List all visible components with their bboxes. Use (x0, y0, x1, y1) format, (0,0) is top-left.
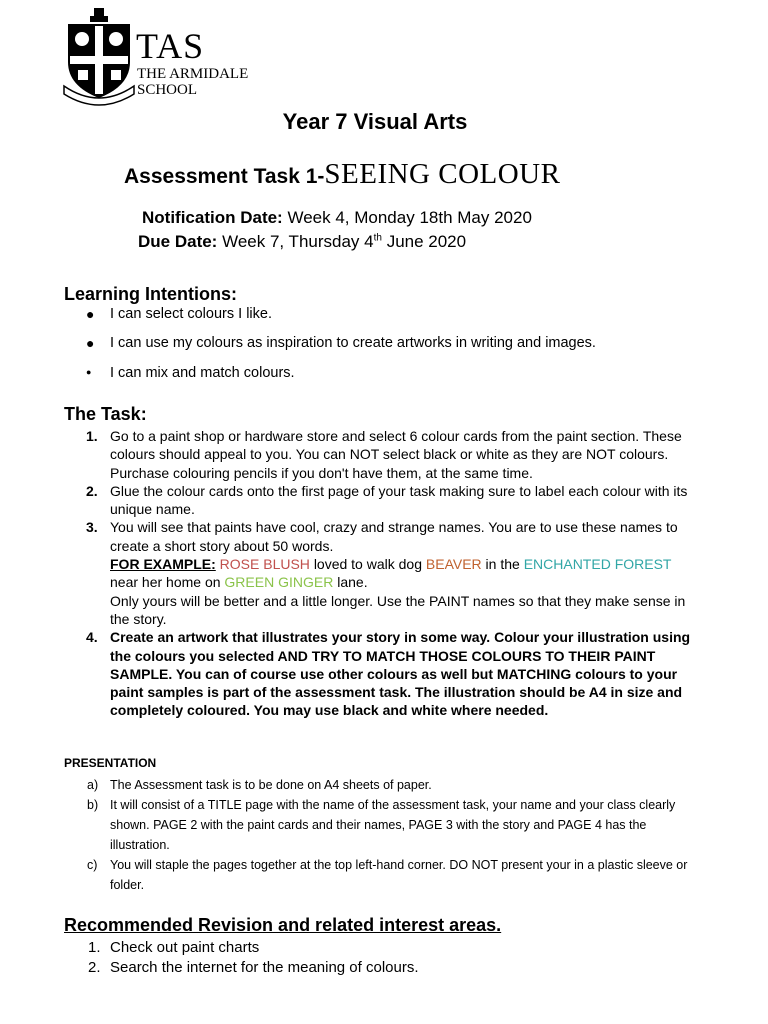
task-number: 4. (86, 629, 98, 646)
example-text: near her home on (110, 574, 221, 591)
task-item (86, 427, 700, 482)
presentation-letter: a) (87, 778, 99, 792)
task-item (86, 518, 700, 628)
bullet-icon: ● (86, 335, 95, 351)
revision-text: Check out paint charts (110, 939, 260, 956)
example-text: lane. (337, 574, 368, 591)
task-heading: The Task: (64, 404, 147, 424)
learning-item: I can use my colours as inspiration to create artworks in writing and images. (110, 335, 596, 351)
task-list (86, 427, 700, 720)
presentation-letter: c) (87, 858, 98, 872)
revision-heading: Recommended Revision and related interest areas. (64, 915, 502, 935)
learning-item: I can mix and match colours. (110, 365, 295, 381)
task-text: Go to a paint shop or hardware store and select 6 colour cards from the paint section. These colours should appeal to you. You can NOT select black or white as they are NOT colours. Purchase colouring pencils if you don't have them, at the same time. (110, 428, 682, 481)
task-text: Create an artwork that illustrates your story in some way. Colour your illustration using the colours you selected AND TRY TO MATCH THOSE COLOURS TO THEIR PAINT SAMPLE. You can of course use other colours as well but MATCHING colours to your paint samples is part of the assessment task. The illustration should be A4 in size and completely coloured. You may use black and white where needed. (110, 629, 691, 719)
logo-school-line2: SCHOOL (137, 82, 198, 98)
presentation-text: It will consist of a TITLE page with the name of the assessment task, your name and your class clearly shown. PAGE 2 with the paint cards and their names, PAGE 3 with the story and PAGE 4 has the illustration. (110, 798, 676, 852)
example-rose-blush: ROSE BLUSH (219, 556, 310, 573)
due-value-end: June 2020 (386, 232, 467, 251)
bullet-icon: ● (86, 367, 92, 377)
task-text: You will see that paints have cool, crazy and strange names. You are to use these names to create a short story about 50 words. (110, 519, 678, 554)
presentation-item (87, 855, 690, 895)
example-beaver: BEAVER (425, 556, 482, 573)
due-value-sup: th (373, 232, 382, 244)
presentation-item (87, 795, 690, 855)
logo-title: TAS (136, 26, 205, 66)
learning-item: I can select colours I like. (110, 306, 272, 322)
presentation-item (87, 775, 690, 795)
example-enchanted-forest: ENCHANTED FOREST (523, 556, 672, 573)
subtitle-prefix: Assessment Task 1- (124, 165, 325, 188)
revision-number: 2. (88, 959, 101, 976)
example-text: loved to walk dog (313, 556, 422, 573)
presentation-text: The Assessment task is to be done on A4 sheets of paper. (110, 778, 432, 792)
subtitle-main: SEEING COLOUR (324, 158, 561, 190)
presentation-list (87, 775, 690, 895)
task-item (86, 628, 700, 719)
example-text: in the (485, 556, 520, 573)
task-text: Glue the colour cards onto the first page of your task making sure to label each colour with its unique name. (110, 482, 688, 518)
presentation-heading: PRESENTATION (64, 756, 157, 770)
revision-list (88, 938, 419, 978)
revision-item (88, 958, 419, 978)
example-label: FOR EXAMPLE: (110, 556, 216, 573)
presentation-text: You will staple the pages together at the top left-hand corner. DO NOT present your in a plastic sleeve or folder. (110, 858, 688, 892)
example-green-ginger: GREEN GINGER (224, 574, 334, 591)
due-value: Week 7, Thursday 4 (222, 232, 374, 251)
notification-date (142, 208, 532, 228)
presentation-letter: b) (87, 798, 99, 812)
page-title: Year 7 Visual Arts (282, 109, 468, 134)
due-label: Due Date: (138, 232, 218, 251)
notification-value: Week 4, Monday 18th May 2020 (287, 208, 532, 227)
school-crest-icon (62, 6, 136, 106)
task-number: 1. (86, 428, 98, 444)
revision-text: Search the internet for the meaning of colours. (110, 959, 419, 976)
school-logo (62, 6, 258, 106)
learning-intentions-heading: Learning Intentions: (64, 284, 237, 304)
bullet-icon: ● (86, 306, 95, 322)
notification-label: Notification Date: (142, 208, 283, 227)
revision-number: 1. (88, 939, 101, 956)
task-item (86, 482, 700, 519)
revision-item (88, 938, 419, 958)
task-number: 2. (86, 482, 98, 499)
logo-school-line1: THE ARMIDALE (137, 66, 249, 82)
task-number: 3. (86, 519, 98, 536)
due-date (138, 232, 466, 252)
task-text: Only yours will be better and a little longer. Use the PAINT names so that they make sense in the story. (110, 592, 686, 627)
page-subtitle (124, 158, 560, 191)
logo-school-name (137, 66, 248, 98)
